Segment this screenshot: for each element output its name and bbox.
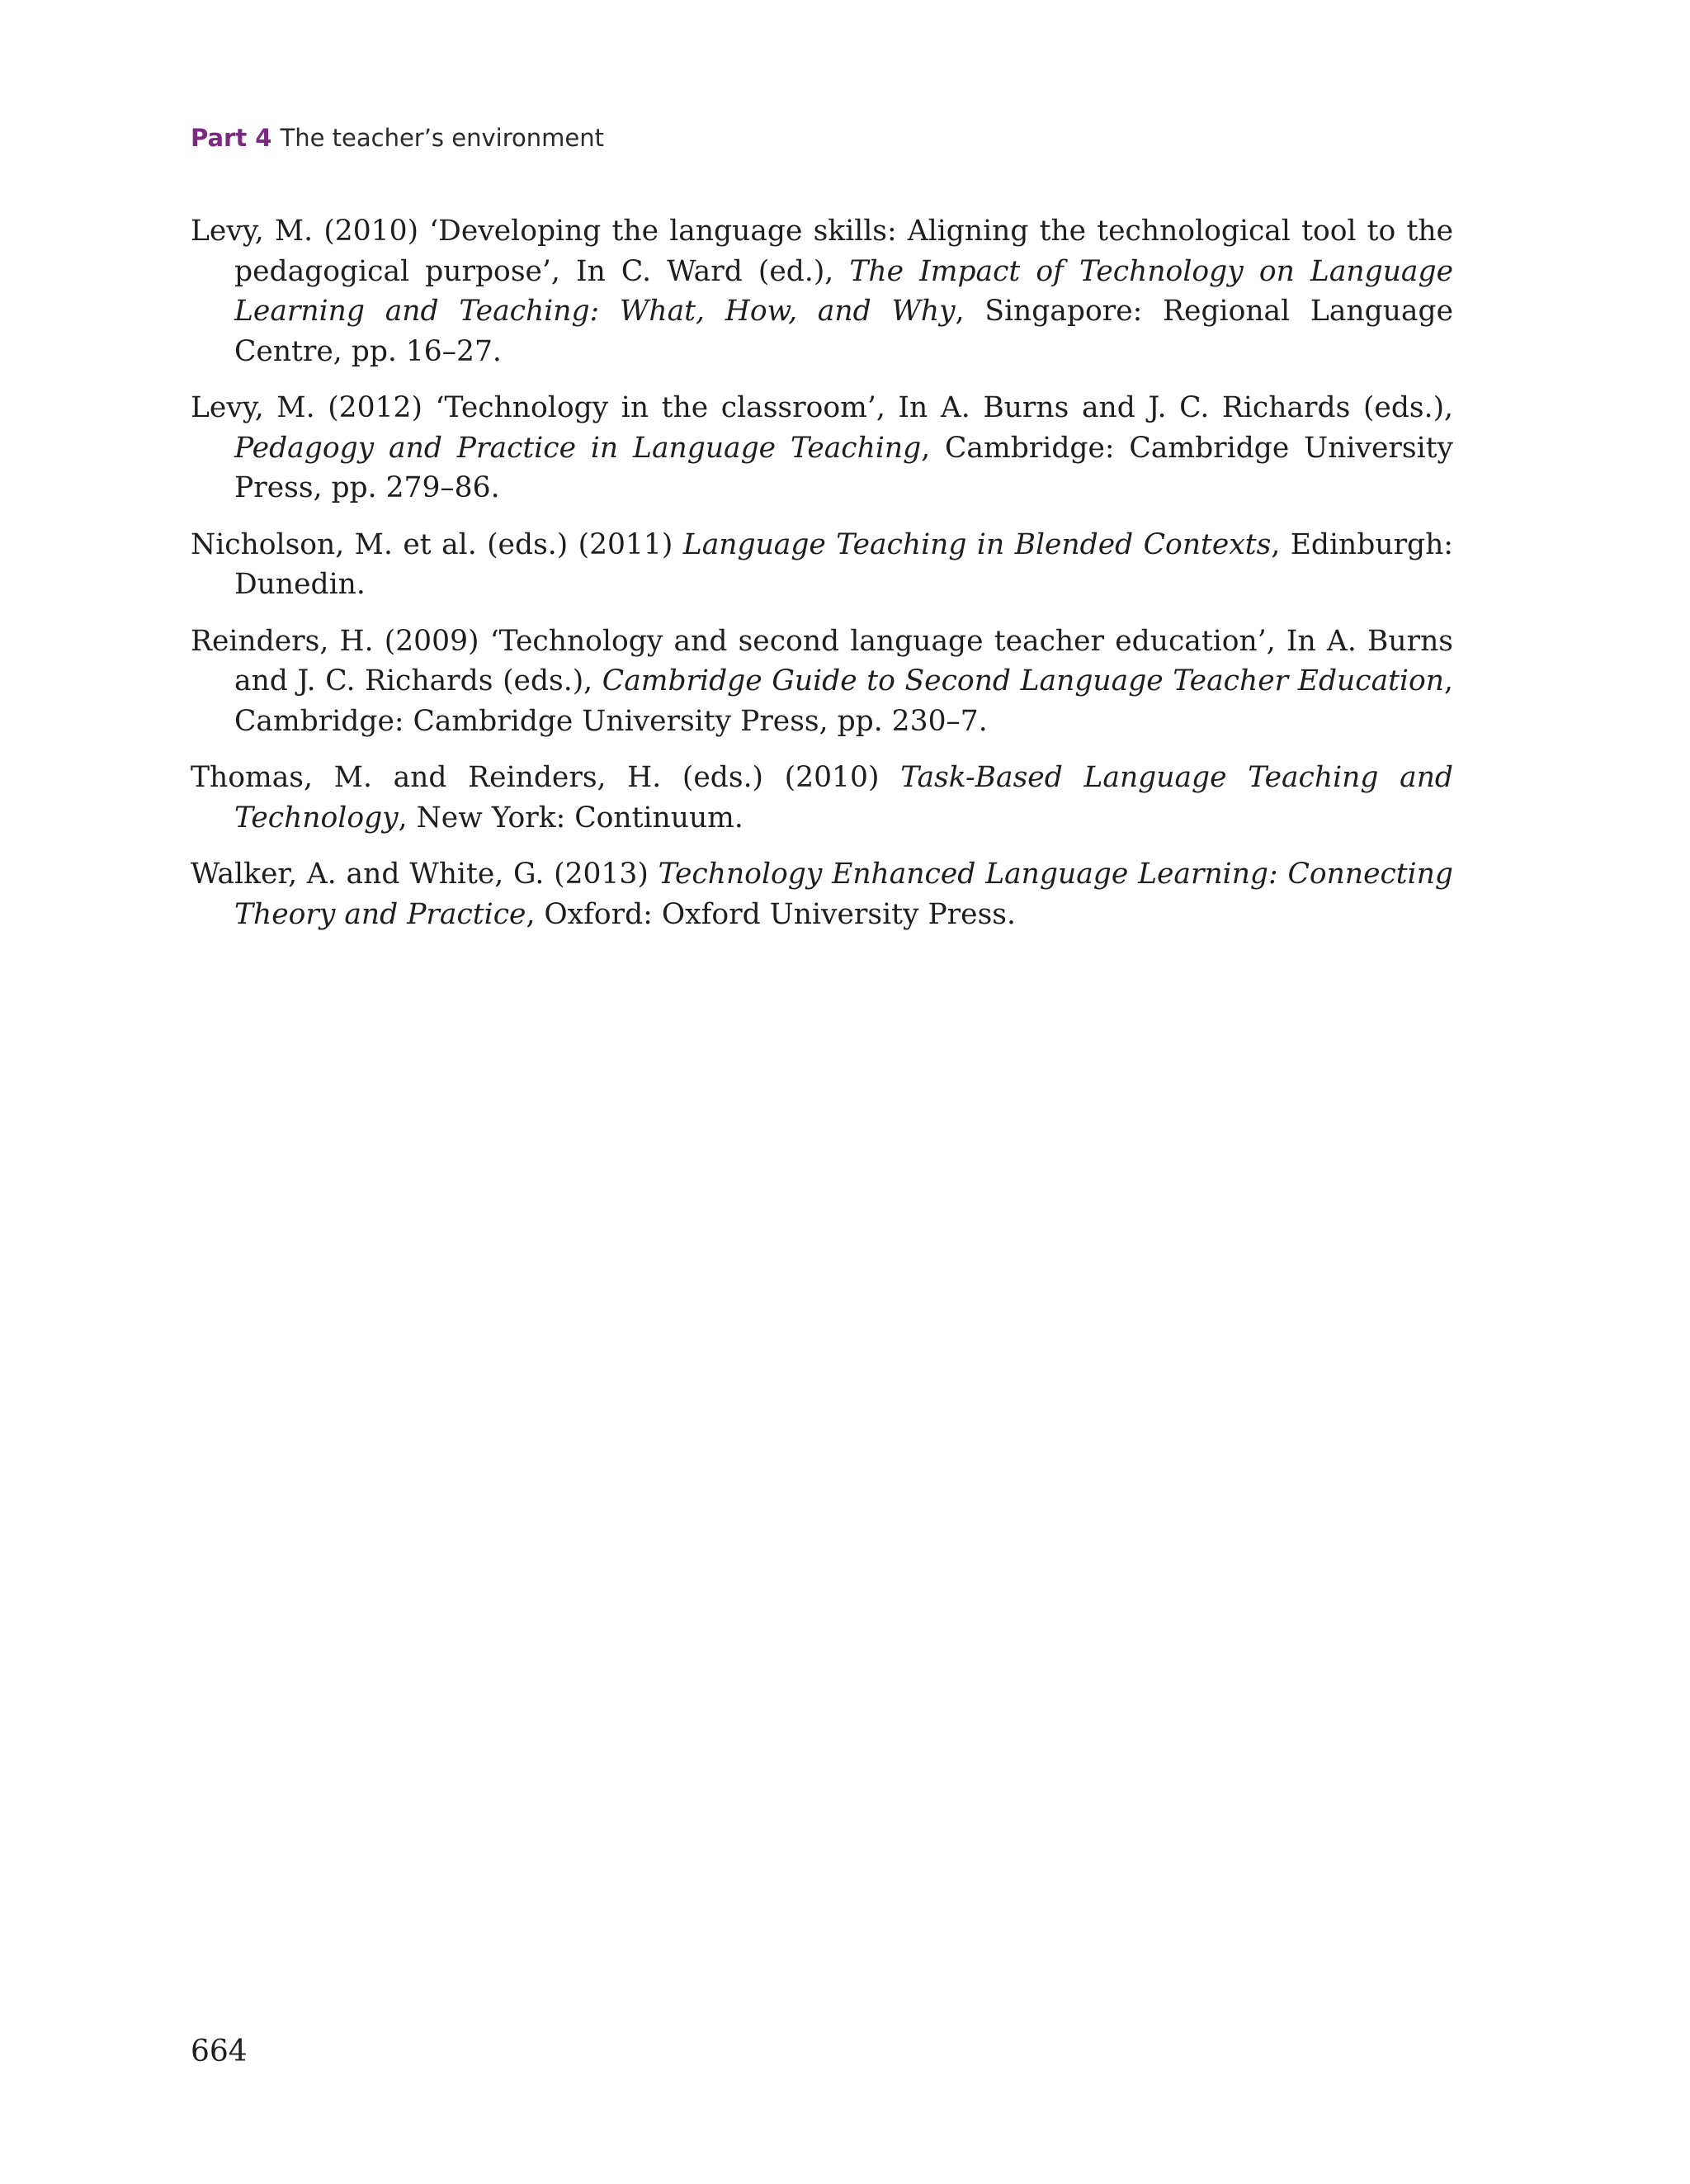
reference-text: Levy, M. (2012) ‘Technology in the classroom’, In A. Burns and J. C. Richards (eds.), [191,391,1453,424]
reference-entry [191,388,1453,508]
reference-text: Walker, A. and White, G. (2013) [191,858,659,891]
reference-entry [191,525,1453,605]
reference-text: Reinders, H. (2009) ‘Technology and second language teacher education’, In A. Burns and J. C. Richards (eds.), [191,624,1453,697]
reference-publication: , Cambridge: Cambridge University Press, pp. 230–7. [234,664,1453,738]
reference-entry [191,622,1453,742]
reference-text: Thomas, M. and Reinders, H. (eds.) (2010) [191,761,901,794]
reference-title: Pedagogy and Practice in Language Teaching [234,431,922,465]
reference-publication: , Edinburgh: Dunedin. [234,527,1453,601]
reference-publication: , Oxford: Oxford University Press. [526,897,1016,931]
part-label: Part 4 [191,124,272,152]
reference-title: The Impact of Technology on Language Learning and Teaching: What, How, and Why [234,254,1453,328]
reference-text: Nicholson, M. et al. (eds.) (2011) [191,527,683,561]
reference-text: Levy, M. (2010) ‘Developing the language skills: Aligning the technological tool to the pedagogical purpose’, In C. Ward (ed.), [191,215,1453,288]
reference-entry [191,758,1453,838]
reference-title: Task-Based Language Teaching and Technology [234,761,1453,834]
reference-list [191,211,1453,934]
reference-publication: , New York: Continuum. [398,801,744,834]
section-title: The teacher’s environment [280,124,604,152]
reference-publication: , Singapore: Regional Language Centre, pp. 16–27. [234,295,1453,368]
reference-entry [191,211,1453,371]
reference-publication: , Cambridge: Cambridge University Press, pp. 279–86. [234,431,1453,504]
reference-title: Language Teaching in Blended Contexts [682,527,1272,561]
reference-title: Technology Enhanced Language Learning: Connecting Theory and Practice [234,858,1454,931]
running-head [191,126,604,150]
page-number: 664 [191,2035,248,2068]
reference-title: Cambridge Guide to Second Language Teacher Education [602,664,1445,697]
reference-entry [191,854,1453,934]
